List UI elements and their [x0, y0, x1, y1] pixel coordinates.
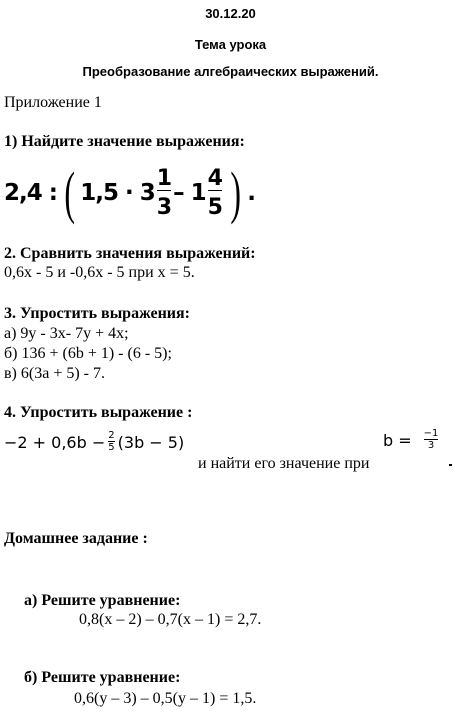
task1-expression [4, 160, 255, 226]
task3-title: 3. Упростить выражения: [4, 305, 190, 322]
fraction-four-fifths: $\frac{4}{5}$ [207, 165, 222, 220]
task4-expr-left: −2 + 0,6b − [4, 432, 106, 452]
task1-term1: 1,5 · 3 [80, 180, 155, 206]
task2-title: 2. Сравнить значения выражений: [4, 245, 256, 262]
fraction-minus-one-third: $\frac{-1}{3}$ [423, 428, 439, 451]
task4-title: 4. Упростить выражение : [4, 404, 193, 421]
task4-expr-right: (3b − 5) [117, 432, 185, 452]
fraction-two-fifths: $\frac{2}{5}$ [108, 430, 115, 453]
task4-suffix: и найти его значение при [198, 455, 370, 472]
b-label: b = [383, 430, 412, 450]
appendix-label: Приложение 1 [4, 94, 102, 111]
task1-dividend: 2,4 : [4, 180, 57, 206]
homework-a-equation: 0,8(x – 2) – 0,7(x – 1) = 2,7. [79, 611, 262, 628]
homework-title: Домашнее задание : [4, 530, 148, 547]
homework-b-title: б) Решите уравнение: [24, 669, 181, 686]
fraction-one-third: $\frac{1}{3}$ [156, 165, 172, 220]
b-value [383, 422, 438, 458]
task3-item-a: а) 9y - 3x- 7y + 4x; [4, 325, 129, 342]
right-paren: ) [230, 160, 241, 225]
topic-label: Тема урока [194, 37, 267, 52]
topic-title: Преобразование алгебраических выражений. [82, 64, 379, 79]
task1-title: 1) Найдите значение выражения: [4, 133, 245, 150]
task2-text: 0,6x - 5 и -0,6x - 5 при x = 5. [4, 264, 195, 281]
task1-minus: – 1 [173, 180, 206, 206]
homework-b-equation: 0,6(y – 3) – 0,5(y – 1) = 1,5. [74, 690, 257, 707]
task1-period: . [247, 180, 255, 206]
left-paren: ( [64, 160, 75, 225]
task4-expression [4, 424, 184, 460]
task3-item-c: в) 6(3a + 5) - 7. [4, 365, 105, 382]
stray-mark [449, 464, 452, 466]
date: 30.12.20 [205, 6, 256, 21]
task3-item-b: б) 136 + (6b + 1) - (6 - 5); [4, 345, 172, 362]
homework-a-title: а) Решите уравнение: [24, 592, 181, 609]
